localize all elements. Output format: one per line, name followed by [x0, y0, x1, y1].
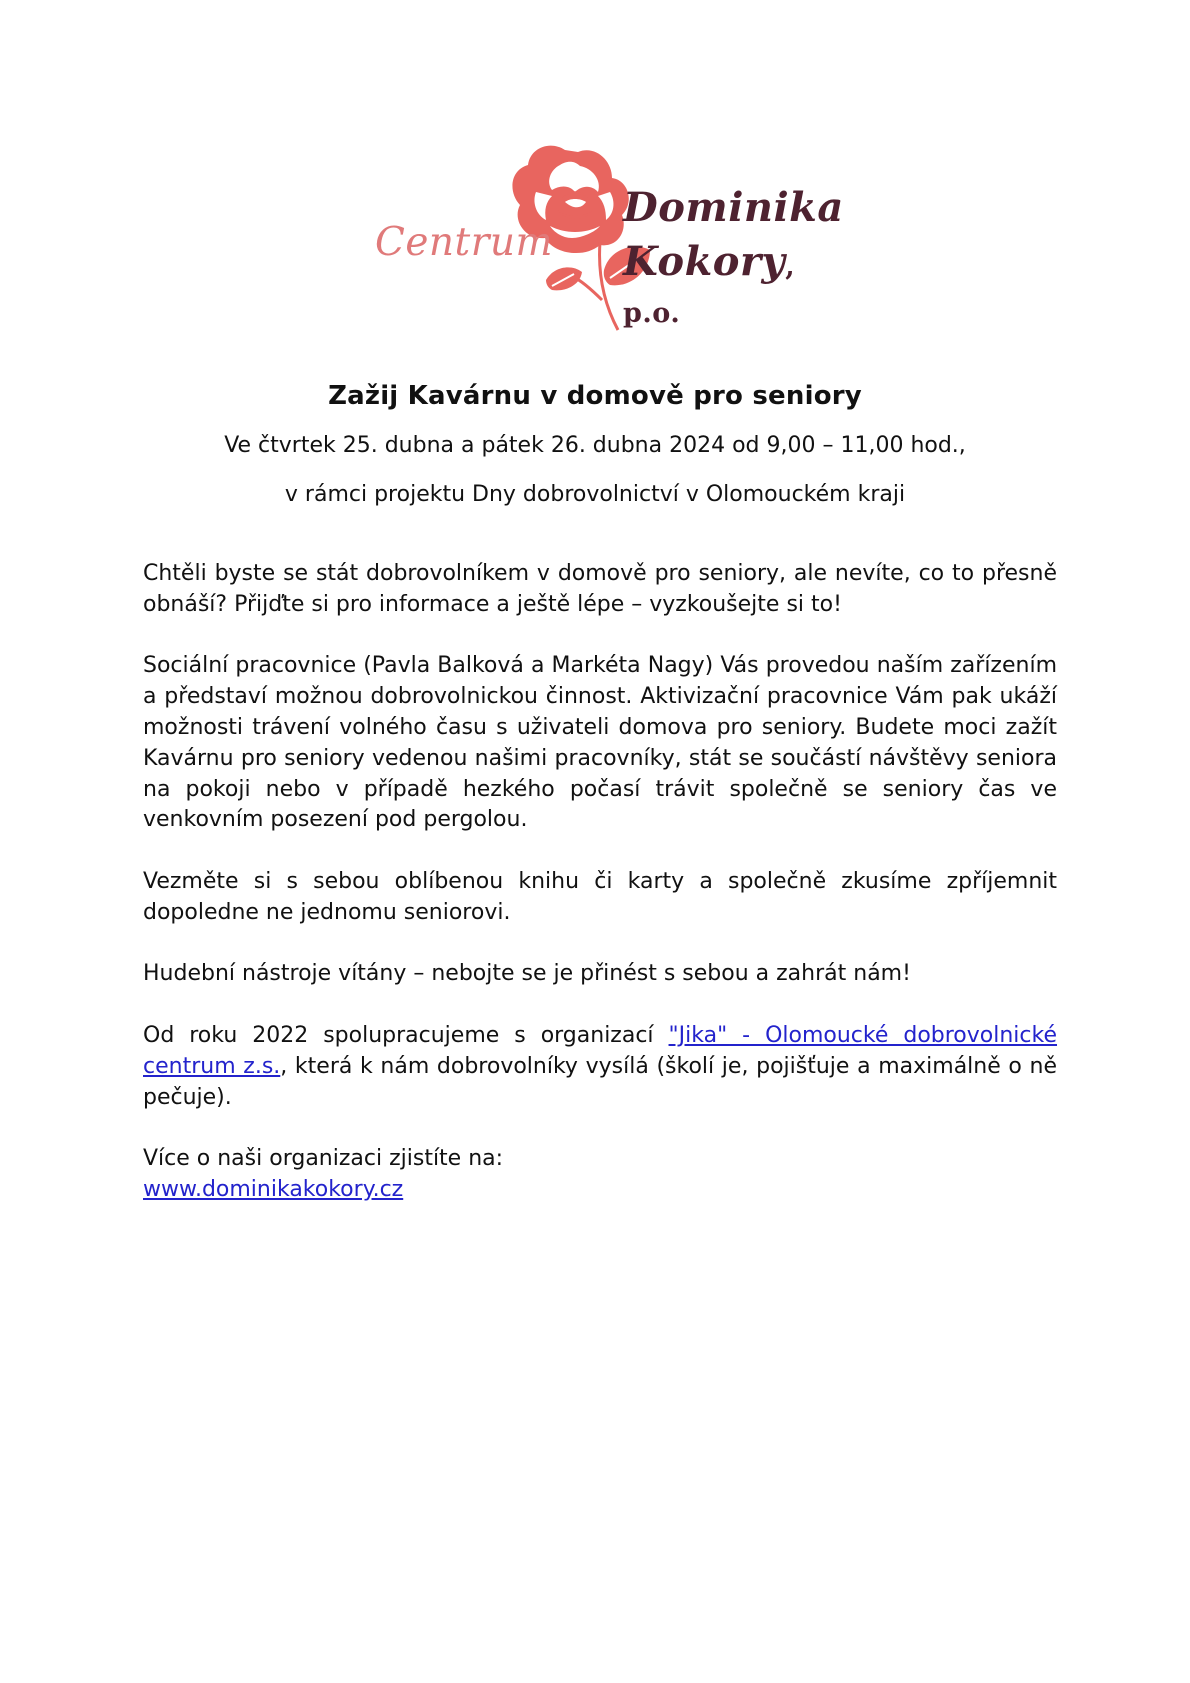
event-date-line: Ve čtvrtek 25. dubna a pátek 26. dubna 2024 od 9,00 – 11,00 hod.,	[224, 433, 966, 458]
project-line: v rámci projektu Dny dobrovolnictví v Olomouckém kraji	[284, 482, 906, 507]
paragraph-more-info	[143, 1144, 1057, 1206]
paragraph-description: Sociální pracovnice (Pavla Balková a Markéta Nagy) Vás provedou naším zařízením a představí možnou dobrovolnickou činnost. Aktivizační pracovnice Vám pak ukáží možnosti trávení volného času s uživateli domova pro seniory. Budete moci zažít Kavárnu pro seniory vedenou našimi pracovníky, stát se součástí návštěvy seniora na pokoji nebo v případě hezkého počasí trávit společně se seniory čas ve venkovním posezení pod pergolou.	[143, 653, 1057, 833]
partnership-text-after: , která k nám dobrovolníky vysílá (školí je, pojišťuje a maximálně o ně pečuje).	[143, 1053, 1058, 1110]
paragraph-instruments: Hudební nástroje vítány – nebojte se je přinést s sebou a zahrát nám!	[143, 961, 911, 987]
paragraph-intro: Chtěli byste se stát dobrovolníkem v domově pro seniory, ale nevíte, co to přesně obnáší? Přijďte si pro informace a ještě lépe – vyzkoušejte si to!	[143, 561, 1057, 617]
logo-name-line2	[623, 238, 840, 332]
logo-name-line1: Dominika	[623, 184, 844, 231]
logo-centrum-text: Centrum	[375, 220, 553, 265]
logo-name-kokory: Kokory	[623, 238, 786, 285]
logo-name-suffix: , p.o.	[623, 251, 796, 329]
organization-logo	[360, 130, 844, 340]
jika-link[interactable]: "Jika" - Olomoucké dobrovolnické centrum z.s.	[143, 1022, 1058, 1079]
paragraph-partnership	[143, 1021, 1057, 1113]
more-info-text: Více o naši organizaci zjistíte na:	[143, 1146, 504, 1172]
paragraph-bring-items: Vezměte si s sebou oblíbenou knihu či karty a společně zkusíme zpříjemnit dopoledne ne jednomu seniorovi.	[143, 868, 1057, 925]
website-link[interactable]: www.dominikakokory.cz	[143, 1176, 404, 1202]
partnership-text-before: Od roku 2022 spolupracujeme s organizací	[143, 1022, 669, 1048]
page-title: Zažij Kavárnu v domově pro seniory	[328, 381, 862, 411]
document-body	[143, 559, 1057, 1237]
